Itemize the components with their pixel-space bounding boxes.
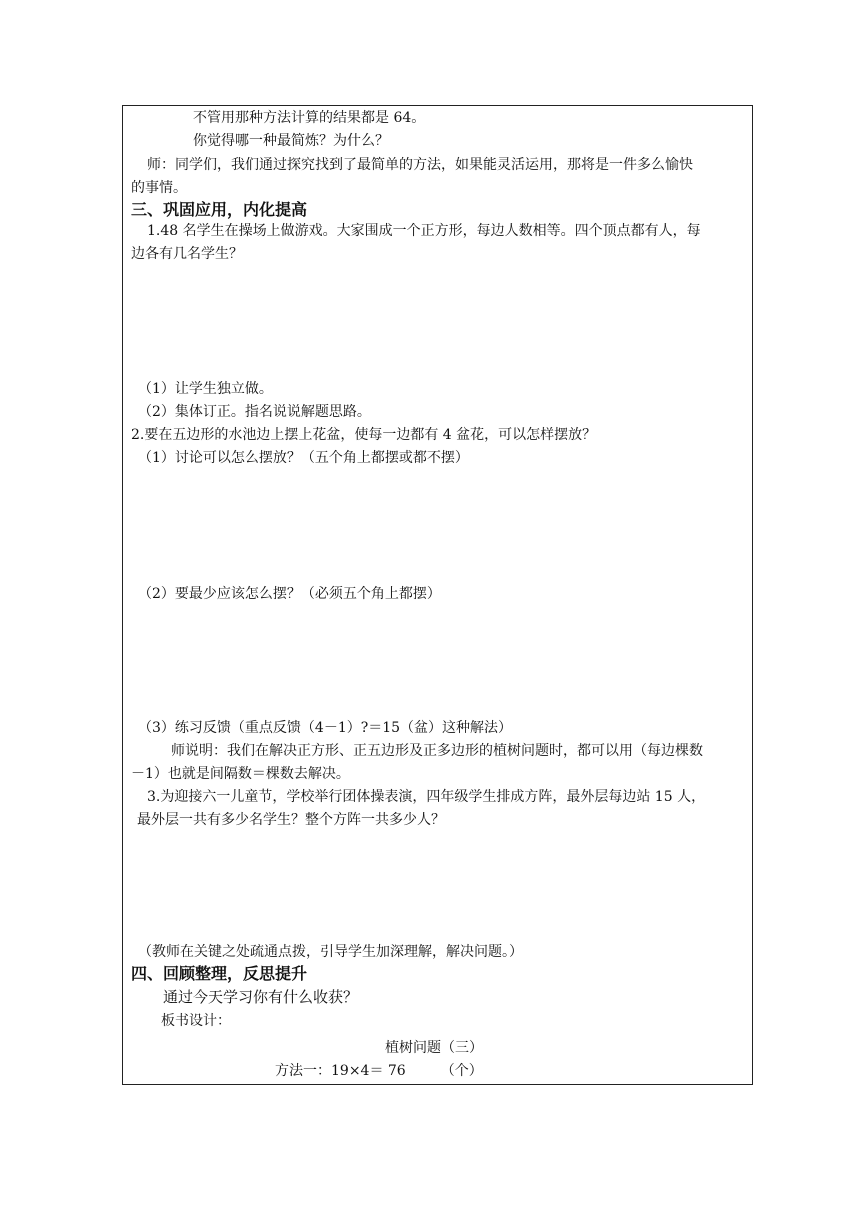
blackboard-label: 板书设计：: [161, 1013, 231, 1029]
problem-1-text: 1.48 名学生在操场上做游戏。大家围成一个正方形，每边人数相等。四个顶点都有人，每: [147, 223, 701, 239]
teacher-note: 师说明：我们在解决正方形、正五边形及正多边形的植树问题时，都可以用（每边棵数: [171, 743, 703, 759]
text-line: 师：同学们，我们通过探究找到了最简单的方法，如果能灵活运用，那将是一件多么愉快: [147, 157, 693, 173]
text-line: 你觉得哪一种最简炼？为什么？: [193, 133, 389, 149]
teacher-note: －1）也就是间隔数＝棵数去解决。: [131, 766, 350, 782]
section-heading-3: 三、巩固应用，内化提高: [131, 200, 308, 219]
text-line: 不管用那种方法计算的结果都是 64。: [193, 110, 426, 126]
text-line: 的事情。: [131, 180, 187, 196]
lesson-plan-table-cell: [122, 105, 753, 1085]
section-heading-4: 四、回顾整理，反思提升: [131, 964, 308, 983]
problem-1-text: 边各有几名学生？: [131, 246, 243, 262]
problem-1-step: （2）集体订正。指名说说解题思路。: [138, 404, 371, 420]
blackboard-title: 植树问题（三）: [385, 1040, 483, 1056]
problem-3-text: 3.为迎接六一儿童节，学校举行团体操表演，四年级学生排成方阵，最外层每边站 15 人，: [147, 789, 706, 805]
problem-3-text: 最外层一共有多少名学生？整个方阵一共多少人？: [137, 812, 445, 828]
problem-2-step: （1）讨论可以怎么摆放？（五个角上都摆或都不摆）: [138, 450, 469, 466]
problem-2-step: （2）要最少应该怎么摆？（必须五个角上都摆）: [138, 586, 441, 602]
problem-2-text: 2.要在五边形的水池边上摆上花盆，使每一边都有 4 盆花，可以怎样摆放？: [131, 427, 597, 443]
reflection-question: 通过今天学习你有什么收获？: [163, 988, 359, 1006]
method-one: 方法一：19×4＝ 76 （个）: [275, 1063, 483, 1079]
problem-1-step: （1）让学生独立做。: [138, 381, 273, 397]
problem-2-step: （3）练习反馈（重点反馈（4－1）?＝15（盆）这种解法）: [138, 720, 513, 736]
teacher-guidance: （教师在关键之处疏通点拨，引导学生加深理解，解决问题。）: [138, 944, 523, 960]
